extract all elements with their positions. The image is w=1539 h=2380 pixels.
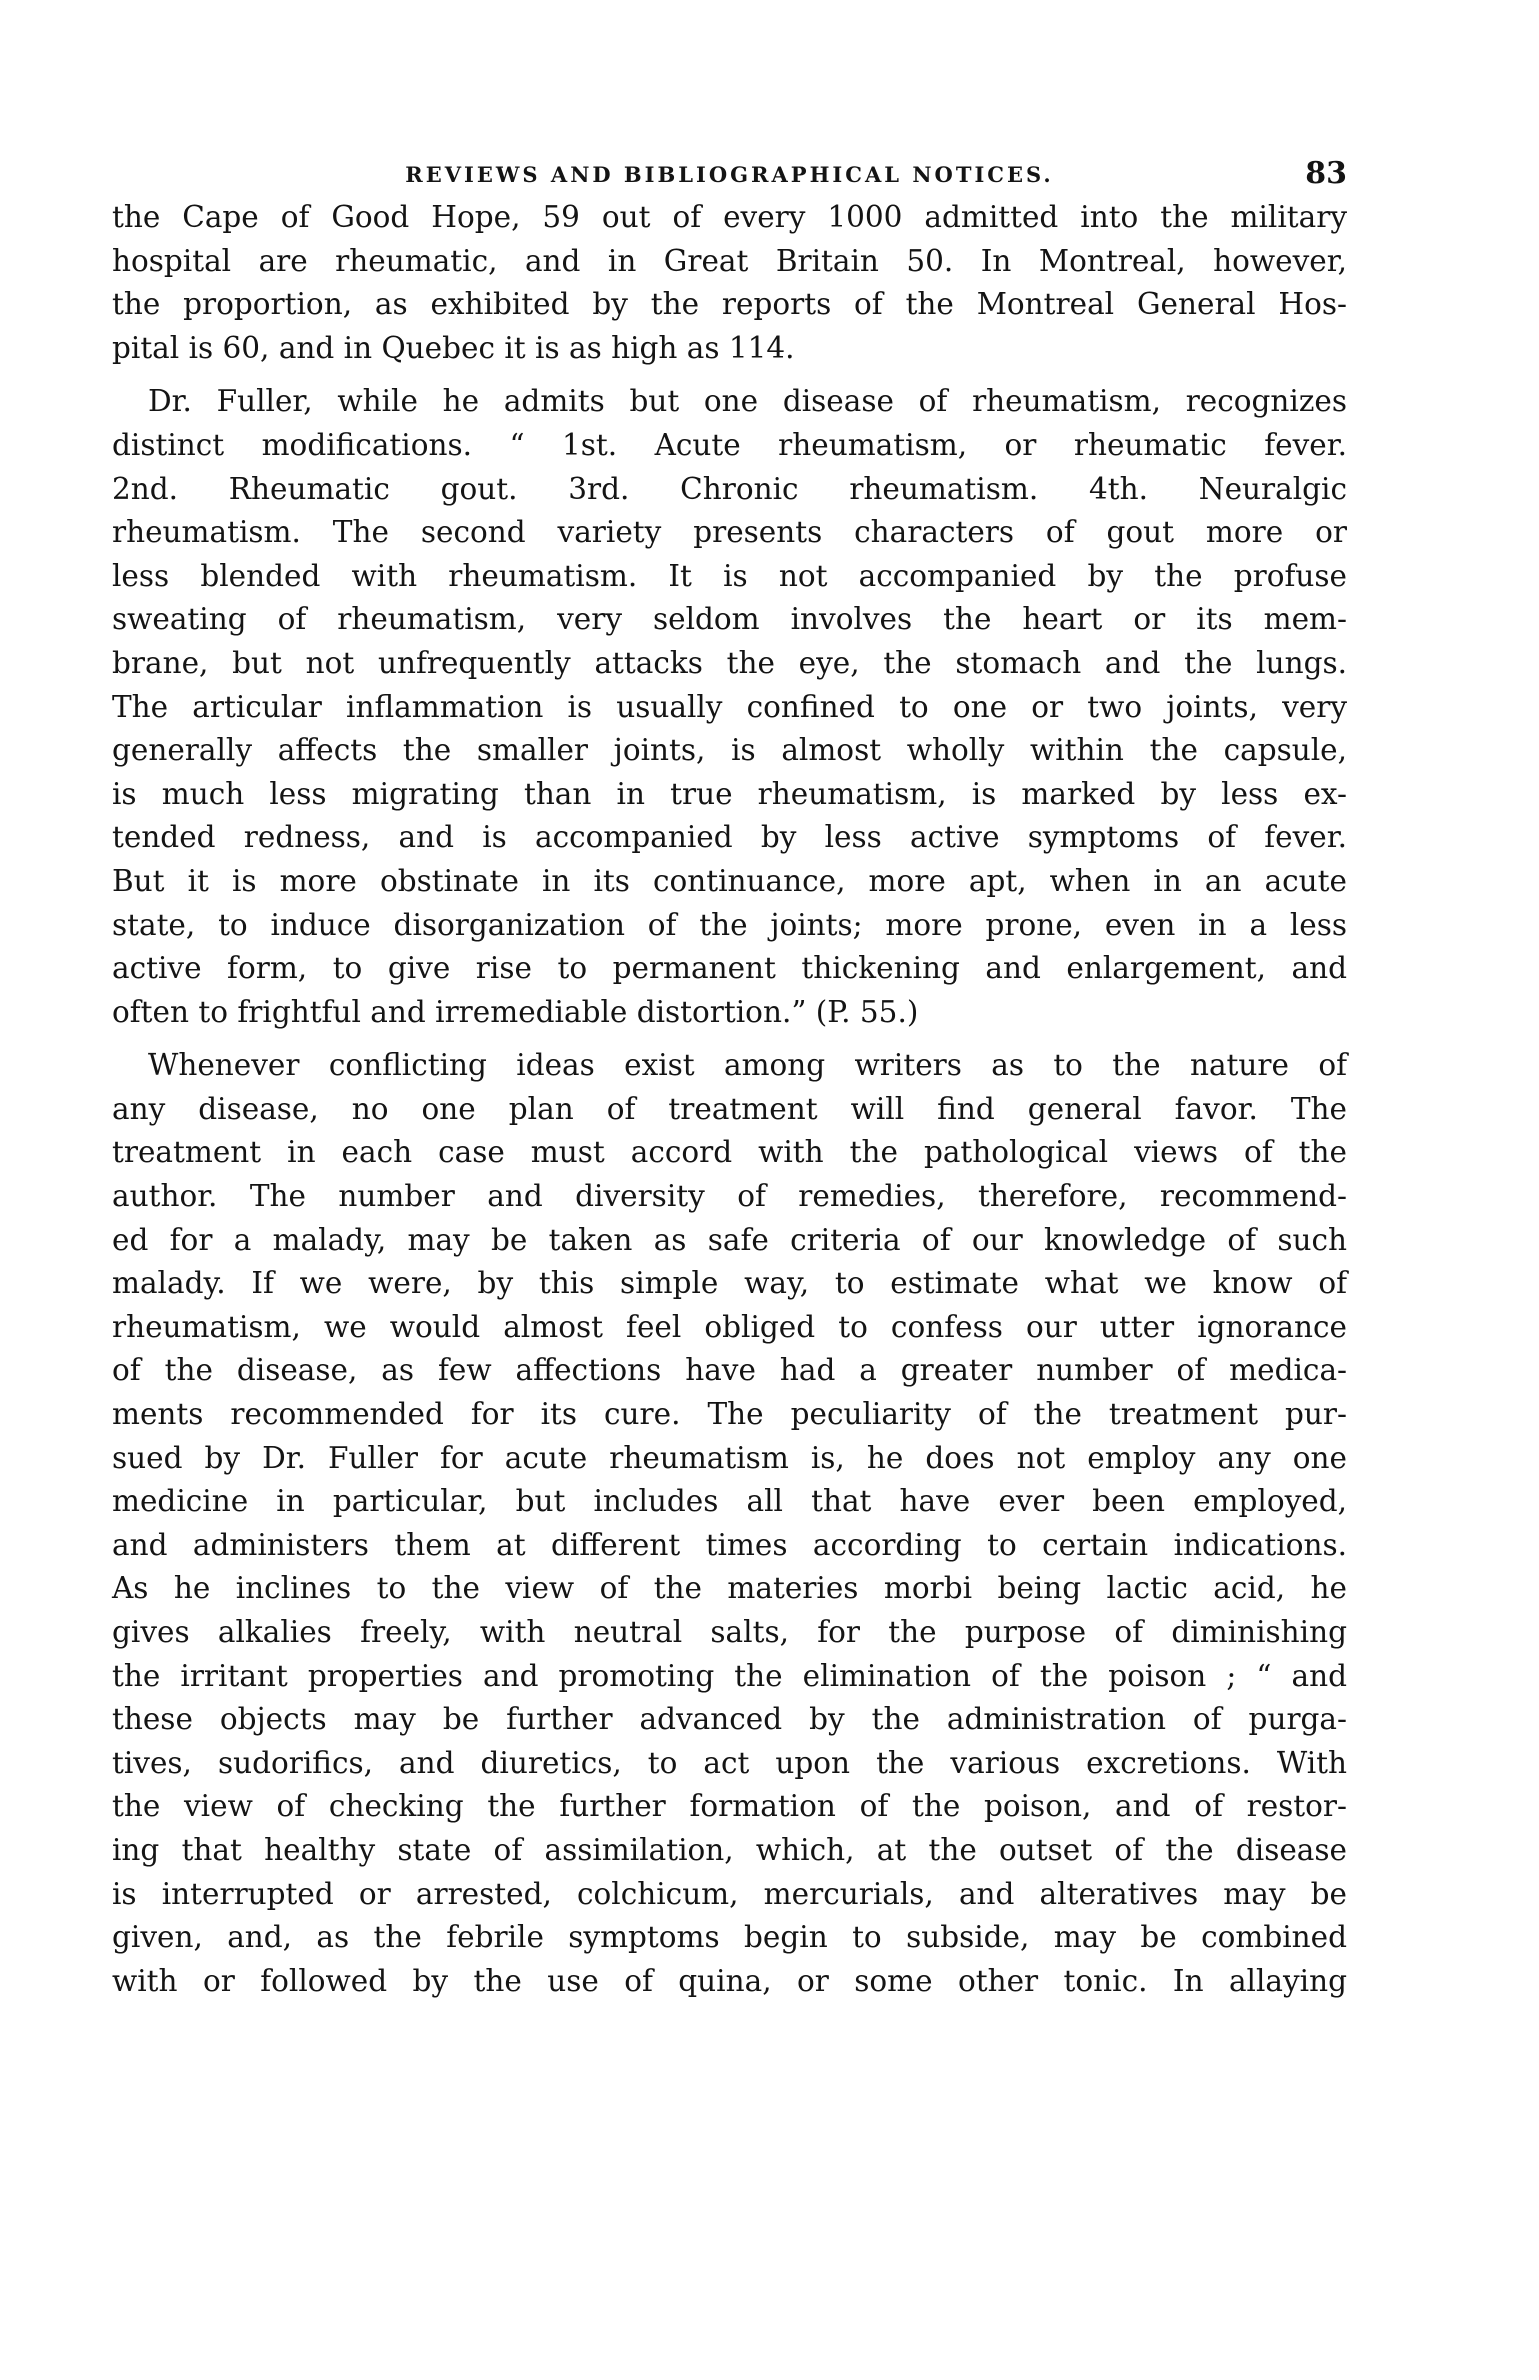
- text-line: and administers them at different times according to certain indications.: [112, 1527, 1347, 1562]
- text-line: sued by Dr. Fuller for acute rheumatism is, he does not employ any one: [112, 1440, 1347, 1475]
- text-line: less blended with rheumatism. It is not accompanied by the profuse: [112, 558, 1347, 593]
- paragraph-1: [112, 196, 1347, 370]
- text-line: rheumatism. The second variety presents characters of gout more or: [112, 515, 1347, 550]
- text-line: sweating of rheumatism, very seldom involves the heart or its mem-: [112, 602, 1347, 637]
- text-line: rheumatism, we would almost feel obliged to confess our utter ignorance: [112, 1309, 1347, 1344]
- book-page: [112, 150, 1347, 2003]
- text-line: is much less migrating than in true rheumatism, is marked by less ex-: [112, 776, 1347, 811]
- text-line: ed for a malady, may be taken as safe criteria of our knowledge of such: [112, 1222, 1347, 1257]
- text-line: ing that healthy state of assimilation, which, at the outset of the disease: [112, 1832, 1347, 1867]
- text-line: 2nd. Rheumatic gout. 3rd. Chronic rheumatism. 4th. Neuralgic: [112, 471, 1347, 506]
- running-header: [112, 150, 1347, 196]
- text-line: generally affects the smaller joints, is almost wholly within the capsule,: [112, 733, 1347, 768]
- text-line: given, and, as the febrile symptoms begin to subside, may be combined: [112, 1920, 1347, 1955]
- text-line: malady. If we were, by this simple way, to estimate what we know of: [112, 1266, 1347, 1301]
- text-line: treatment in each case must accord with the pathological views of the: [112, 1135, 1347, 1170]
- paragraph-3: [112, 1044, 1347, 2003]
- paragraph-2: [112, 380, 1347, 1034]
- text-line: any disease, no one plan of treatment will find general favor. The: [112, 1091, 1347, 1126]
- text-line: the proportion, as exhibited by the reports of the Montreal General Hos-: [112, 287, 1347, 322]
- text-line: The articular inflammation is usually confined to one or two joints, very: [112, 689, 1347, 724]
- text-line: these objects may be further advanced by the administration of purga-: [112, 1702, 1347, 1737]
- text-line: with or followed by the use of quina, or some other tonic. In allaying: [112, 1963, 1347, 1998]
- text-line: active form, to give rise to permanent thickening and enlargement, and: [112, 951, 1347, 986]
- text-line: state, to induce disorganization of the joints; more prone, even in a less: [112, 907, 1347, 942]
- text-line: gives alkalies freely, with neutral salts, for the purpose of diminishing: [112, 1615, 1347, 1649]
- text-line: the Cape of Good Hope, 59 out of every 1000 admitted into the military: [112, 200, 1347, 234]
- text-line: distinct modifications. “ 1st. Acute rheumatism, or rheumatic fever.: [112, 427, 1347, 462]
- text-line: author. The number and diversity of remedies, therefore, recommend-: [112, 1179, 1347, 1214]
- text-line: the irritant properties and promoting the elimination of the poison ; “ and: [112, 1658, 1347, 1693]
- text-line: the view of checking the further formation of the poison, and of restor-: [112, 1789, 1347, 1824]
- page-number: 83: [1305, 156, 1347, 191]
- text-line: often to frightful and irremediable distortion.” (P. 55.): [112, 994, 919, 1029]
- text-line: Whenever conflicting ideas exist among writers as to the nature of: [148, 1048, 1347, 1083]
- text-line: is interrupted or arrested, colchicum, mercurials, and alteratives may be: [112, 1876, 1347, 1911]
- text-line: pital is 60, and in Quebec it is as high as 114.: [112, 330, 795, 365]
- text-line: But it is more obstinate in its continuance, more apt, when in an acute: [112, 863, 1347, 898]
- text-line: hospital are rheumatic, and in Great Britain 50. In Montreal, however,: [112, 243, 1347, 278]
- text-line: As he inclines to the view of the materies morbi being lactic acid, he: [112, 1571, 1347, 1606]
- text-line: of the disease, as few affections have had a greater number of medica-: [112, 1353, 1347, 1388]
- text-line: tended redness, and is accompanied by less active symptoms of fever.: [112, 820, 1347, 855]
- text-line: tives, sudorifics, and diuretics, to act upon the various excretions. With: [112, 1745, 1347, 1780]
- text-line: Dr. Fuller, while he admits but one disease of rheumatism, recognizes: [148, 384, 1347, 419]
- text-line: brane, but not unfrequently attacks the eye, the stomach and the lungs.: [112, 645, 1347, 680]
- running-title: REVIEWS AND BIBLIOGRAPHICAL NOTICES.: [405, 162, 1054, 187]
- text-line: ments recommended for its cure. The peculiarity of the treatment pur-: [112, 1397, 1347, 1432]
- text-line: medicine in particular, but includes all that have ever been employed,: [112, 1484, 1347, 1519]
